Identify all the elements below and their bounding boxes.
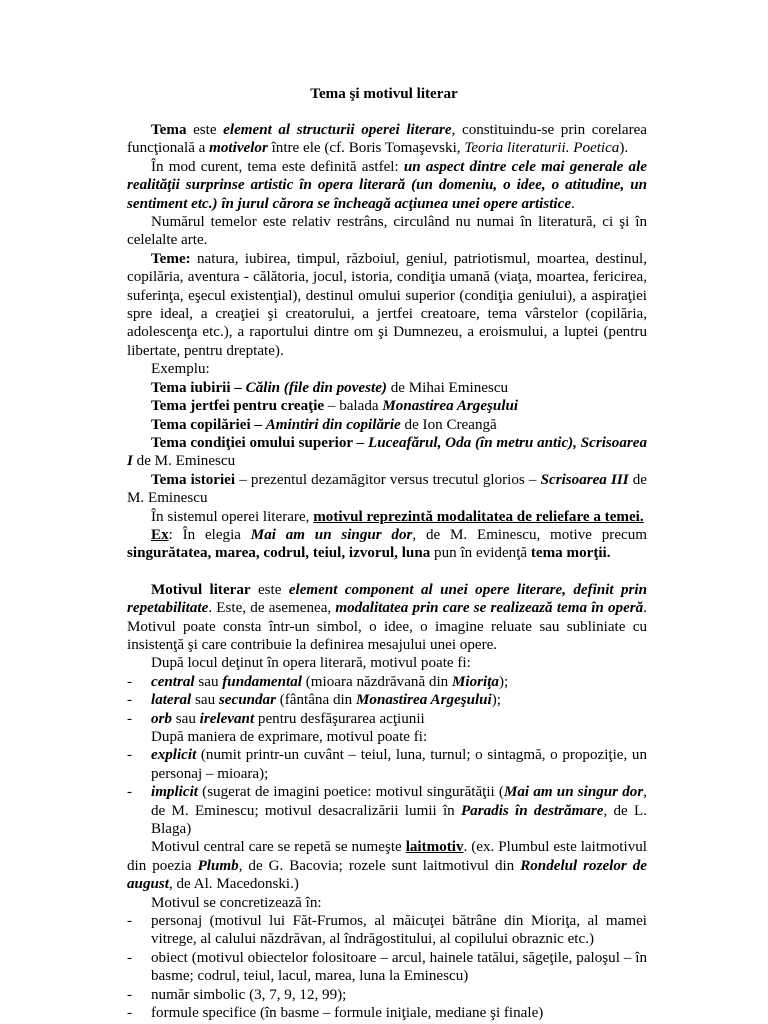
- emphasis: element component al unei opere literare, definit prin repetabilitate: [127, 581, 648, 617]
- example-theme: Tema iubirii –: [151, 379, 246, 396]
- text: sau: [194, 673, 223, 690]
- term: implicit: [151, 784, 198, 801]
- text: – prezentul dezamăgitor versus trecutul glorios –: [235, 471, 541, 488]
- emphasis: singurătatea, marea, codrul, teiul, izvorul, luna: [127, 545, 431, 562]
- page-title: Tema şi motivul literar: [310, 86, 458, 102]
- paragraph-motiv-definition: [127, 581, 647, 655]
- term: explicit: [151, 747, 197, 764]
- paragraph-example-elegy: [127, 526, 647, 563]
- text: În sistemul operei literare,: [151, 508, 314, 525]
- work-title: Mai am un singur dor: [250, 526, 413, 543]
- work-title: Mai am un singur dor: [503, 784, 644, 801]
- paragraph-themes-list: [127, 250, 647, 360]
- text: În mod curent, tema este definită astfel:: [151, 158, 404, 175]
- term: central: [151, 673, 195, 690]
- text: de Mihai Eminescu: [386, 379, 509, 396]
- work-title: Paradis în destrămare: [460, 802, 604, 819]
- text: , de G. Bacovia; rozele sunt laitmotivul din: [238, 857, 521, 874]
- example-theme: Tema istoriei: [151, 471, 236, 488]
- work-title: Luceafărul, Oda (în metru antic), Scrisoarea I: [127, 434, 648, 470]
- term: lateral: [151, 692, 192, 709]
- text: – balada: [324, 398, 383, 415]
- text: pun în evidenţă: [430, 545, 531, 562]
- term-tema: Tema: [151, 122, 187, 138]
- emphasis: tema morţii.: [530, 545, 611, 562]
- text: sau: [191, 692, 219, 709]
- text: este: [186, 122, 224, 138]
- text: (fântâna din: [275, 692, 356, 709]
- example-item: [127, 397, 647, 415]
- paragraph-motiv-by-expression: După maniera de exprimare, motivul poate fi:: [151, 729, 428, 745]
- term: irelevant: [199, 710, 255, 727]
- text: de M. Eminescu: [132, 453, 236, 470]
- text: , constituindu-se prin corelarea funcţională a: [127, 122, 648, 157]
- emphasis: un aspect dintre cele mai generale ale realităţii surprinse artistic în opera literară (un domeniu, o idee, o atitudine, un sentiment etc.) în jurul cărora se încheagă acţiunea unei opere artistice: [127, 158, 647, 212]
- text: );: [498, 673, 509, 690]
- emphasis: element al structurii operei literare: [223, 122, 452, 138]
- list-item: [127, 710, 647, 728]
- emphasis: motivelor: [209, 140, 268, 157]
- work-title: Monastirea Argeşului: [382, 398, 519, 415]
- example-label: Ex: [151, 526, 169, 543]
- term-motivul-literar: Motivul literar: [151, 581, 251, 598]
- text: : În elegia: [168, 526, 251, 543]
- paragraph-tema-common-definition: [127, 158, 647, 213]
- list-item: - personaj (motivul lui Făt-Frumos, al măicuţei bătrâne din Mioriţa, al mamei vitrege, al calului năzdrăvan, al îndrăgostitului, al copilului obraznic etc.): [127, 912, 647, 949]
- text: (sugerat de imagini poetice: motivul singurătăţii (: [197, 784, 504, 801]
- work-title: Scrisoarea III: [540, 471, 629, 488]
- text: de M. Eminescu: [127, 471, 648, 507]
- list-item: - formule specifice (în basme – formule iniţiale, mediane şi finale): [127, 1004, 647, 1022]
- emphasis: modalitatea prin care se realizează tema în operă: [335, 600, 644, 617]
- term: secundar: [218, 692, 276, 709]
- text: . Motivul poate consta într-un simbol, o idee, o imagine reluate sau subliniate cu insistenţă şi care contribuie la definirea mesajului unei opere.: [127, 600, 647, 653]
- list-item: [127, 783, 647, 838]
- citation-title: Teoria literaturii. Poetica: [464, 140, 620, 157]
- text: , de M. Eminescu, motive precum: [412, 526, 648, 543]
- emphasis-underlined: motivul reprezintă modalitatea de reliefare a temei.: [313, 508, 644, 525]
- example-item: [127, 379, 647, 397]
- example-item: [127, 416, 647, 434]
- list-item: - număr simbolic (3, 7, 9, 12, 99);: [127, 986, 647, 1004]
- examples-label: Exemplu:: [151, 361, 210, 378]
- term: fundamental: [222, 673, 302, 690]
- example-theme: Tema jertfei pentru creaţie: [151, 398, 325, 415]
- paragraph-number-of-themes: Numărul temelor este relativ restrâns, circulând nu numai în literatură, ci şi în celelalte arte.: [127, 214, 647, 249]
- work-title: Amintiri din copilărie: [265, 416, 401, 433]
- text: , de Al. Macedonski.): [168, 876, 299, 893]
- text: natura, iubirea, timpul, războiul, geniul, patriotismul, moartea, destinul, copilăria, aventura - călătoria, jocul, istoria, condiţia umană (viaţa, moartea, fericirea, suferinţa, eşecul existenţial), destinul omului superior (condiţia geniului), a aspiraţiei spre ideal, a creaţiei şi creatorului, a jertfei creatoare, tema vârstelor (copilăria, adolescenţa etc.), a raportului dintre om şi Dumnezeu, a eroismului, a luptei (pentru libertate, pentru dreptate).: [127, 250, 647, 359]
- text: între ele (cf. Boris Tomaşevski,: [267, 140, 465, 157]
- text: ).: [619, 140, 629, 157]
- example-item: [127, 434, 647, 471]
- example-item: [127, 471, 647, 508]
- paragraph-motiv-concretization: Motivul se concretizează în:: [151, 894, 322, 911]
- text: . (ex. Plumbul este laitmotivul din poezia: [127, 839, 647, 874]
- list-item: [127, 673, 647, 691]
- paragraph-motiv-by-place: După locul deţinut în opera literară, motivul poate fi:: [151, 655, 471, 672]
- text: , de L. Blaga): [151, 802, 647, 838]
- text: pentru desfăşurarea acţiunii: [254, 710, 425, 727]
- term: orb: [151, 710, 172, 727]
- list-motiv-by-place: [127, 673, 647, 728]
- work-title: Călin (file din poveste): [245, 379, 387, 396]
- example-theme: Tema copilăriei –: [151, 416, 266, 433]
- text: .: [571, 195, 575, 212]
- text: . Este, de asemenea,: [208, 600, 336, 617]
- work-title: Plumb: [197, 857, 239, 874]
- work-title: Rondelul rozelor de august: [127, 857, 647, 893]
- text: );: [491, 692, 501, 709]
- term-teme: Teme:: [151, 250, 191, 267]
- text: (mioara năzdrăvană din: [301, 673, 452, 690]
- paragraph-system: [127, 508, 647, 526]
- text: este: [250, 581, 289, 598]
- list-motiv-concretization: [127, 912, 647, 1022]
- term-laitmotiv: laitmotiv: [405, 839, 464, 856]
- list-item: [127, 746, 647, 783]
- paragraph-tema-definition: [127, 121, 647, 158]
- work-title: Monastirea Argeşului: [356, 692, 492, 709]
- text: , de M. Eminescu; motivul desacralizării lumii în: [151, 784, 648, 819]
- example-theme: Tema condiţiei omului superior –: [151, 434, 368, 451]
- text: Motivul central care se repetă se numeşte: [151, 839, 406, 856]
- text: de Ion Creangă: [400, 416, 497, 433]
- list-motiv-by-expression: [127, 746, 647, 838]
- list-item: - obiect (motivul obiectelor folositoare – arcul, hainele tatălui, săgeţile, paloşul – în basme; codrul, teiul, lacul, marea, luna la Eminescu): [127, 949, 647, 986]
- paragraph-laitmotiv: [127, 838, 647, 893]
- work-title: Mioriţa: [452, 673, 499, 690]
- text: sau: [171, 710, 200, 727]
- list-item: [127, 691, 647, 709]
- document-body: [127, 121, 647, 1023]
- text: (numit printr-un cuvânt – teiul, luna, turnul; o sintagmă, o propoziţie, un personaj – mioara);: [151, 747, 647, 782]
